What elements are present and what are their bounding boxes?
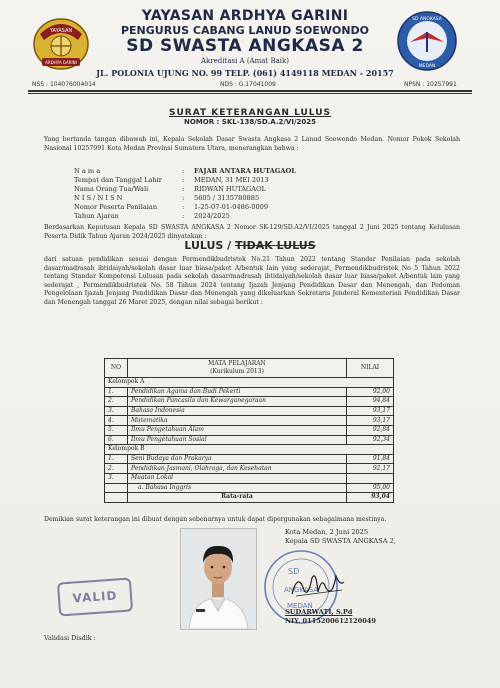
field-value: 2024/2025 — [194, 212, 230, 220]
average-row: Rata-rata 93,04 — [105, 493, 394, 503]
col-subject: MATA PELAJARAN (Kurikulum 2013) — [128, 359, 347, 378]
table-row: 3. Muatan Lokal — [105, 473, 394, 483]
field-value: 1-25-07-01-0486-0009 — [194, 203, 269, 211]
pass-status — [0, 239, 500, 252]
field-value: RIDWAN HUTAGAOL — [194, 185, 266, 193]
legal-basis-paragraph: dari satuan pendidikan sesuai dengan Permendikbudristek No.21 Tahun 2022 tentang Standar Penilaian pada sekolah dasar/madrasah ibtidaiyah/sekolah dasar luar biasa/paket A/bentuk lain yang sederajat, Permendikbudristek No 5 Tahun 2022 tentang Standar Kompetensi Lulusan pada sekolah dasar/madrasah ibtidaiyah/sekolah dasar luar biasa/paket A/bentuk lain yang sederajat , Permendikbudristek No. 58 Tahun 2024 tentang Ijazah Jenjang Pendidikan Dasar dan Menengah, dan Pedoman Pengelolaan Ijazah Jenjang Pendidikan Dasar dan Menengah yang dikeluarkan Sekretaris Jenderal Kementerian Pendidikan Dasar dan Menengah tanggal 26 Maret 2025, dengan nilai sebagai berikut : — [44, 256, 460, 306]
field-value: 5605 / 3135780885 — [194, 194, 260, 202]
handwritten-signature — [288, 568, 348, 602]
header-rule-thin — [28, 93, 472, 94]
field-row: Nomor Peserta Penilaian : 1-25-07-01-0486-0009 — [74, 203, 269, 211]
status-fail-struck: TIDAK LULUS — [235, 239, 316, 252]
branch-name: PENGURUS CABANG LANUD SOEWONDO — [120, 24, 370, 37]
field-label: Tahun Ajaran — [74, 212, 119, 220]
signer-name: SUDARWATI, S.Pd — [285, 608, 353, 616]
intro-paragraph: Yang bertanda tangan dibawah ini, Kepala Sekolah Dasar Swasta Angkasa 2 Lanud Soewondo Medan. Nomor Pokok Sekolah Nasional 10257991 Kota Medan Provinsi Sumatera Utara, menerangkan bahwa : — [44, 136, 460, 152]
field-label: Nomor Peserta Penilaian — [74, 203, 158, 211]
table-row: 4. Matematika 93,17 — [105, 416, 394, 426]
logo-right-bottom: MEDAN — [418, 64, 436, 69]
status-pass: LULUS / — [184, 239, 232, 252]
logo-left-text: YAYASAN — [49, 28, 73, 34]
table-row: 2. Pendidikan Pancasila dan Kewarganegaraan 94,84 — [105, 397, 394, 407]
closing-paragraph: Demikian surat keterangan ini dibuat dengan sebenarnya untuk dapat dipergunakan sebagaimana mestinya. — [44, 516, 387, 523]
student-photo — [180, 528, 257, 630]
field-row: Nama Orang Tua/Wali : RIDWAN HUTAGAOL — [74, 185, 266, 193]
table-header — [105, 359, 394, 378]
grades-table — [104, 358, 394, 503]
table-row: 2. Pendidikan Jasmani, Olahraga, dan Kesehatan 92,17 — [105, 464, 394, 474]
valid-stamp: VALID — [57, 577, 133, 616]
yayasan-logo — [30, 12, 92, 72]
nds-number: NDS : G.17041009 — [220, 81, 276, 88]
table-row: 6. Ilmu Pengetahuan Sosial 92,34 — [105, 435, 394, 445]
accreditation: Akreditasi A (Amat Baik) — [201, 57, 289, 65]
validasi-label: Validasi Disdik : — [44, 634, 96, 642]
decision-paragraph: Berdasarkan Keputusan Kepala SD SWASTA ANGKASA 2 Nomor SK-129/SD.A2/VI/2025 tanggal 2 Juni 2025 tentang Kelulusan Peserta Didik Tahun Ajaran 2024/2025 dinyatakan : — [44, 224, 460, 240]
table-row: 5. Ilmu Pengetahuan Alam 92,84 — [105, 425, 394, 435]
field-label: Nama Orang Tua/Wali — [74, 185, 149, 193]
field-row: N I S / N I S N : 5605 / 3135780885 — [74, 194, 260, 202]
logo-right-top: SD ANGKASA — [412, 17, 442, 22]
npsn-number: NPSN : 10257991 — [404, 81, 457, 88]
school-name: SD SWASTA ANGKASA 2 — [126, 36, 364, 56]
table-row: a. Bahasa Inggris 95,00 — [105, 483, 394, 493]
nss-number: NSS : 104076004014 — [32, 81, 96, 88]
group-row: Kelompok B — [105, 445, 394, 455]
signature-position: Kepala SD SWASTA ANGKASA 2, — [285, 537, 396, 545]
table-row: 3. Bahasa Indonesia 93,17 — [105, 406, 394, 416]
table-row: 1. Pendidikan Agama dan Budi Pekerti 92,00 — [105, 387, 394, 397]
document-number: NOMOR : SKL-138/SD.A.2/VI/2025 — [184, 118, 316, 126]
field-row: Tahun Ajaran : 2024/2025 — [74, 212, 230, 220]
field-label: N a m a — [74, 167, 101, 175]
document-title: SURAT KETERANGAN LULUS — [168, 108, 332, 118]
header-rule — [28, 90, 472, 92]
field-label: N I S / N I S N — [74, 194, 123, 202]
stamp-text-3: MEDAN — [287, 602, 313, 610]
field-value: MEDAN, 31 MEI 2013 — [194, 176, 269, 184]
col-score: NILAI — [347, 359, 394, 378]
group-row: Kelompok A — [105, 378, 394, 388]
stamp-text-2: ANGKASA — [284, 586, 319, 594]
col-no: NO — [105, 359, 128, 378]
logo-left-bottom: ARDHYA GARINI — [45, 60, 77, 65]
field-row: N a m a : FAJAR ANTARA HUTAGAOL — [74, 167, 296, 175]
stamp-text: SD — [288, 567, 300, 576]
foundation-name: YAYASAN ARDHYA GARINI — [141, 8, 349, 24]
table-row: 1. Seni Budaya dan Prakarya 91,84 — [105, 454, 394, 464]
field-label: Tempat dan Tanggal Lahir — [74, 176, 162, 184]
signer-nip: NIY. 0115200612120049 — [285, 617, 376, 625]
field-row: Tempat dan Tanggal Lahir : MEDAN, 31 MEI 2013 — [74, 176, 269, 184]
signature-place-date: Kota Medan, 2 Juni 2025 — [285, 528, 369, 536]
school-address: JL. POLONIA UJUNG NO. 99 TELP. (061) 4149118 MEDAN - 20157 — [96, 68, 394, 78]
field-value: FAJAR ANTARA HUTAGAOL — [194, 167, 296, 175]
school-logo — [396, 10, 458, 72]
